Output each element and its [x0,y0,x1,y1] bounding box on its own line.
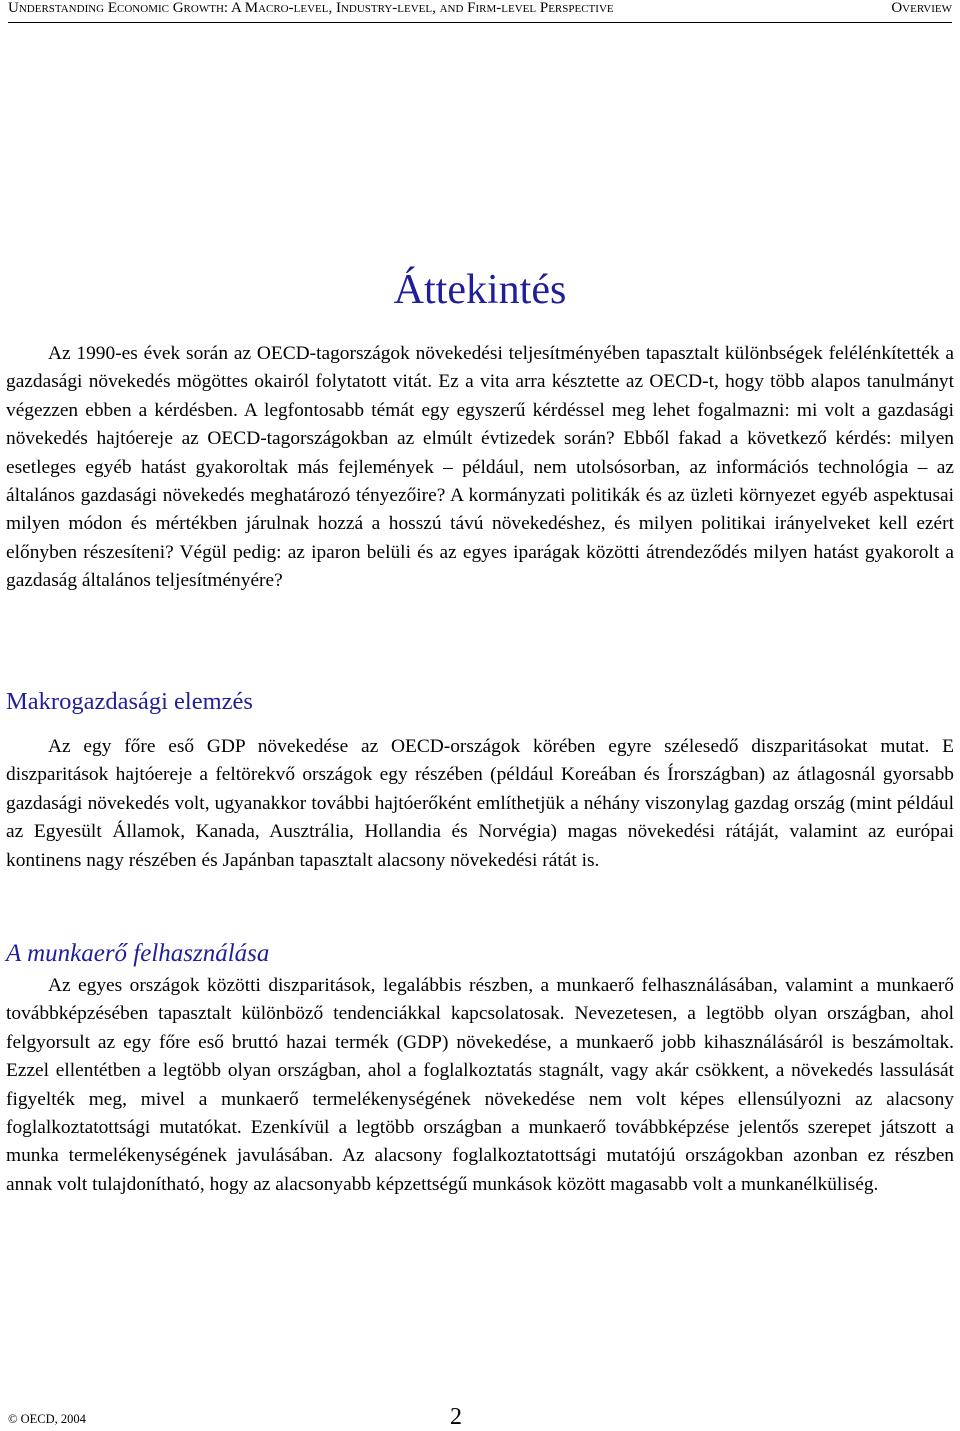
footer-copyright: © OECD, 2004 [8,1412,86,1426]
intro-paragraph: Az 1990-es évek során az OECD-tagországok növekedési teljesítményében tapasztalt különbségek felélénkítették a gazdasági növekedés mögöttes okairól folytatott vitát. Ez a vita arra késztette az OECD-t, hogy több alapos tanulmányt végezzen ebben a kérdésben. A legfontosabb témát egy egyszerű kérdéssel meg lehet fogalmazni: mi volt a gazdasági növekedés hajtóereje az OECD-tagországokban az elmúlt évtizedek során? Ebből fakad a következő kérdés: milyen esetleges egyéb hatást gyakoroltak más fejlemények – például, nem utolsósorban, az információs technológia – az általános gazdasági növekedés meghatározó tényezőire? A kormányzati politikák és az üzleti környezet egyéb aspektusai milyen módon és mértékben járulnak hozzá a hosszú távú növekedéshez, és milyen politikai irányelveket kell ezért előnyben részesíteni? Végül pedig: az iparon belüli és az egyes iparágak közötti átrendeződés milyen hatást gyakorolt a gazdaság általános teljesítményére? [6,343,954,592]
section-paragraph: Az egy főre eső GDP növekedése az OECD-országok körében egyre szélesedő diszparitásokat mutat. E diszparitások hajtóereje a feltörekvő országok egy részében (például Koreában és Írországban) az átlagosnál gyorsabb gazdasági növekedés volt, ugyanakkor további hajtóerőként említhetjük a néhány viszonylag gazdag ország (mint például az Egyesült Államok, Kanada, Ausztrália, Hollandia és Norvégia) magas növekedési rátáját, valamint az európai kontinens nagy részében és Japánban tapasztalt alacsony növekedési rátát is. [6,736,954,871]
section-heading: Makrogazdasági elemzés [6,688,253,715]
subsection-paragraph: Az egyes országok közötti diszparitások, legalábbis részben, a munkaerő felhasználásában, valamint a munkaerő továbbképzésében tapasztalt különböző tendenciákkal kapcsolatosak. Nevezetesen, a legtöbb olyan országban, ahol felgyorsult az egy főre eső bruttó hazai termék (GDP) növekedése, a munkaerő jobb kihasználásáról is beszámoltak. Ezzel ellentétben a legtöbb olyan országban, ahol a foglalkoztatás stagnált, vagy akár csökkent, a növekedés lassulását figyelték meg, mivel a munkaerő termelékenységének növekedése nem volt képes ellensúlyozni az alacsony foglalkoztatottsági mutatókat. Ezenkívül a legtöbb országban a munkaerő továbbképzése jelentős szerepet játszott a munka termelékenységének javulásában. Az alacsony foglalkoztatottsági mutatójú országokban azonban ez részben annak volt tulajdonítható, hogy az alacsonyabb képzettségű munkások között magasabb volt a munkanélküliség. [6,975,954,1195]
page-number: 2 [450,1404,462,1430]
running-header [8,0,952,23]
subsection-heading: A munkaerő felhasználása [6,940,270,967]
running-header-title: Understanding Economic Growth: A Macro-level, Industry-level, and Firm-level Perspective [8,0,614,16]
running-header-section: Overview [891,0,952,16]
page-title: Áttekintés [393,267,567,313]
